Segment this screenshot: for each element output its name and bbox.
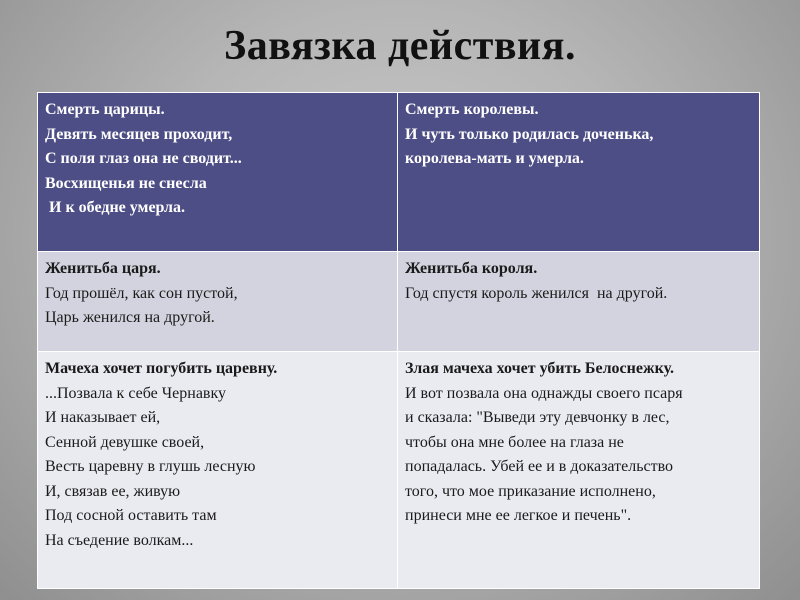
cell-line: ...Позвала к себе Чернавку bbox=[45, 384, 227, 402]
cell-death-tsaritsa bbox=[38, 93, 398, 252]
cell-line: Восхищенья не снесла bbox=[45, 174, 207, 192]
cell-line: того, что мое приказание исполнено, bbox=[405, 482, 656, 500]
cell-line: королева-мать и умерла. bbox=[405, 150, 584, 167]
table-row bbox=[38, 93, 760, 252]
cell-heading: Женитьба короля. bbox=[405, 260, 538, 277]
cell-line: И чуть только родилась доченька, bbox=[405, 125, 654, 143]
cell-line: Весть царевну в глушь лесную bbox=[45, 458, 256, 475]
cell-line: попадалась. Убей ее и в доказательство bbox=[405, 458, 674, 475]
cell-line: Смерть царицы. bbox=[45, 101, 165, 118]
cell-line: На съедение волкам... bbox=[45, 531, 194, 549]
cell-line: И к обедне умерла. bbox=[45, 199, 186, 216]
page-title: Завязка действия. bbox=[224, 23, 576, 69]
table-row bbox=[38, 352, 760, 589]
cell-line: С поля глаз она не сводит... bbox=[45, 150, 242, 167]
cell-line: И наказывает ей, bbox=[45, 409, 161, 426]
cell-line: чтобы она мне более на глаза не bbox=[405, 433, 624, 451]
table-row bbox=[38, 252, 760, 352]
cell-line: и сказала: "Выведи эту девчонку в лес, bbox=[405, 409, 670, 426]
cell-heading: Мачеха хочет погубить царевну. bbox=[45, 360, 278, 377]
cell-death-queen bbox=[398, 93, 760, 252]
cell-line: Год спустя король женился на другой. bbox=[405, 284, 668, 302]
cell-line: Девять месяцев проходит, bbox=[45, 125, 233, 143]
cell-heading: Женитьба царя. bbox=[45, 260, 161, 277]
cell-line: Сенной девушке своей, bbox=[45, 433, 205, 451]
comparison-table bbox=[37, 92, 760, 589]
cell-line: И, связав ее, живую bbox=[45, 482, 181, 500]
cell-heading: Злая мачеха хочет убить Белоснежку. bbox=[405, 360, 674, 377]
cell-line: Царь женился на другой. bbox=[45, 309, 215, 326]
cell-line: принеси мне ее легкое и печень". bbox=[405, 507, 632, 524]
cell-king-marriage bbox=[398, 252, 760, 352]
cell-tsar-marriage bbox=[38, 252, 398, 352]
cell-line: И вот позвала она однажды своего псаря bbox=[405, 384, 683, 402]
cell-line: Под сосной оставить там bbox=[45, 507, 217, 524]
cell-line: Год прошёл, как сон пустой, bbox=[45, 284, 238, 302]
cell-stepmother-tsarevna bbox=[38, 352, 398, 589]
cell-line: Смерть королевы. bbox=[405, 101, 539, 118]
cell-stepmother-snow-white bbox=[398, 352, 760, 589]
